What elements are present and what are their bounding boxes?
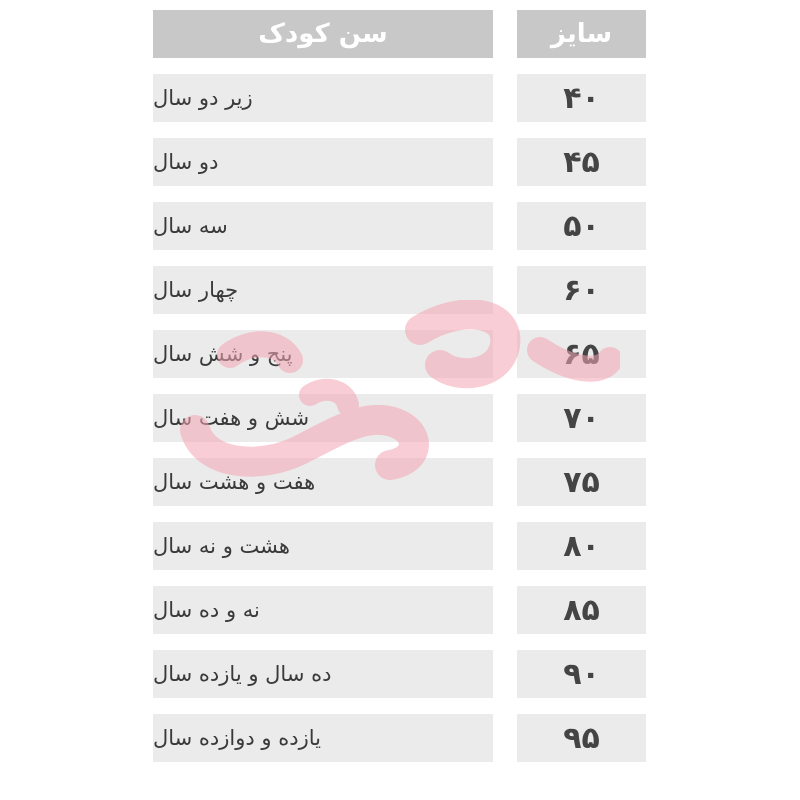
age-cell: شش و هفت سال	[153, 394, 493, 442]
size-cell: ۹۵	[517, 714, 646, 762]
age-cell: ده سال و یازده سال	[153, 650, 493, 698]
size-cell: ۸۰	[517, 522, 646, 570]
age-column-header: سن کودک	[153, 10, 493, 58]
size-chart-table	[153, 10, 646, 778]
table-row	[153, 650, 646, 698]
size-column-header: سایز	[517, 10, 646, 58]
table-row	[153, 202, 646, 250]
table-row	[153, 266, 646, 314]
table-row	[153, 522, 646, 570]
table-row	[153, 586, 646, 634]
table-row	[153, 330, 646, 378]
size-cell: ۵۰	[517, 202, 646, 250]
age-cell: یازده و دوازده سال	[153, 714, 493, 762]
table-row	[153, 394, 646, 442]
table-row	[153, 714, 646, 762]
age-cell: هفت و هشت سال	[153, 458, 493, 506]
age-cell: زیر دو سال	[153, 74, 493, 122]
age-cell: سه سال	[153, 202, 493, 250]
table-row	[153, 458, 646, 506]
size-cell: ۶۵	[517, 330, 646, 378]
size-cell: ۴۵	[517, 138, 646, 186]
table-header-row	[153, 10, 646, 58]
age-cell: دو سال	[153, 138, 493, 186]
age-cell: پنج و شش سال	[153, 330, 493, 378]
age-cell: چهار سال	[153, 266, 493, 314]
age-cell: هشت و نه سال	[153, 522, 493, 570]
size-cell: ۶۰	[517, 266, 646, 314]
size-cell: ۹۰	[517, 650, 646, 698]
size-cell: ۷۵	[517, 458, 646, 506]
table-row	[153, 138, 646, 186]
size-cell: ۷۰	[517, 394, 646, 442]
age-cell: نه و ده سال	[153, 586, 493, 634]
size-cell: ۴۰	[517, 74, 646, 122]
size-cell: ۸۵	[517, 586, 646, 634]
table-row	[153, 74, 646, 122]
